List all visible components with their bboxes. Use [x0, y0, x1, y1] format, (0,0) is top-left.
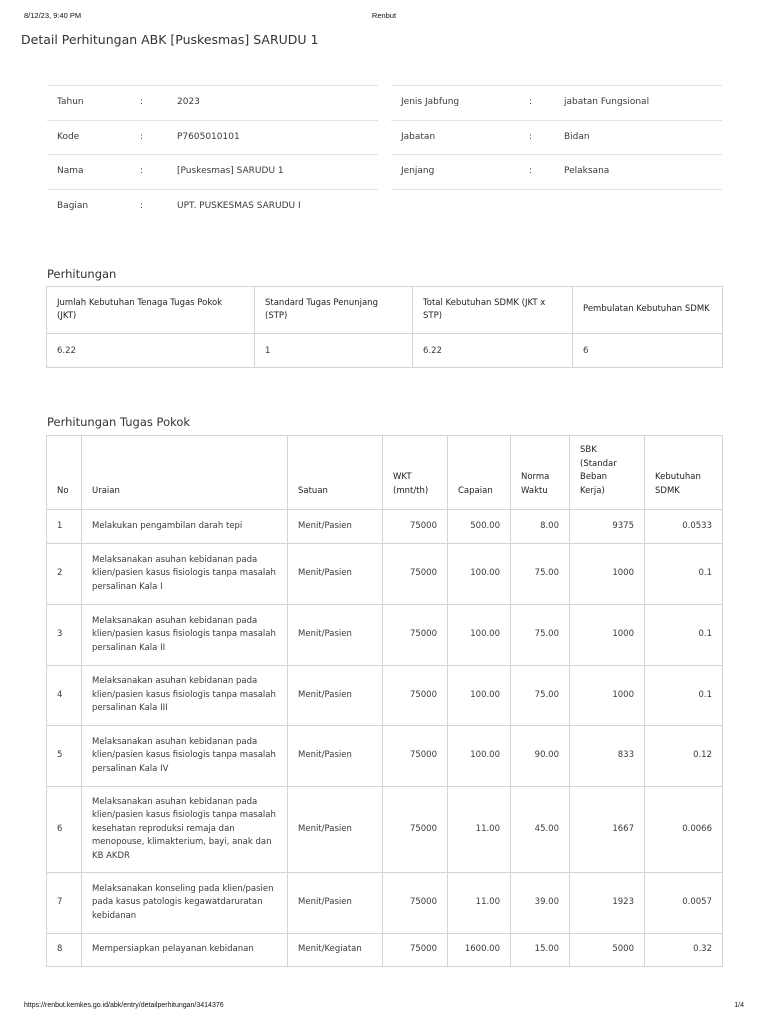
- info-label: Jenjang: [401, 166, 435, 177]
- info-label: Kode: [57, 131, 80, 142]
- cell-uraian: Melaksanakan asuhan kebidanan pada klien/pasien kasus fisiologis tanpa masalah persalinan Kala II: [82, 605, 288, 666]
- cell-norma-waktu: 90.00: [511, 726, 570, 787]
- cell-norma-waktu: 75.00: [511, 605, 570, 666]
- table-row: [47, 334, 723, 368]
- print-header: [0, 11, 768, 23]
- cell-no: 4: [47, 666, 82, 726]
- info-label: Nama: [57, 166, 84, 177]
- info-row-jenis-jabfung: [391, 85, 722, 120]
- cell-wkt: 75000: [383, 726, 448, 787]
- column-header-wkt: WKT (mnt/th): [383, 436, 448, 510]
- cell-no: 6: [47, 787, 82, 873]
- info-separator: :: [140, 131, 144, 142]
- info-value: UPT. PUSKESMAS SARUDU I: [177, 201, 301, 212]
- cell-uraian: Melaksanakan asuhan kebidanan pada klien/pasien kasus fisiologis tanpa masalah persalinan Kala I: [82, 544, 288, 605]
- table-row: [47, 787, 723, 873]
- cell-sbk: 1000: [570, 666, 645, 726]
- print-url: https://renbut.kemkes.go.id/abk/entry/detailperhitungan/3414376: [24, 1002, 224, 1009]
- print-title: Renbut: [371, 11, 397, 20]
- cell-norma-waktu: 45.00: [511, 787, 570, 873]
- cell-satuan: Menit/Pasien: [288, 873, 383, 934]
- cell-capaian: 100.00: [448, 726, 511, 787]
- cell-uraian: Melaksanakan asuhan kebidanan pada klien/pasien kasus fisiologis tanpa masalah persalinan Kala IV: [82, 726, 288, 787]
- cell-sbk: 1000: [570, 605, 645, 666]
- cell-sbk: 833: [570, 726, 645, 787]
- cell-kebutuhan-sdmk: 0.1: [645, 605, 723, 666]
- column-header: Standard Tugas Penunjang (STP): [255, 287, 413, 334]
- cell-kebutuhan-sdmk: 0.0066: [645, 787, 723, 873]
- column-header: Total Kebutuhan SDMK (JKT x STP): [413, 287, 573, 334]
- cell-no: 7: [47, 873, 82, 934]
- cell-capaian: 11.00: [448, 787, 511, 873]
- cell-wkt: 75000: [383, 934, 448, 967]
- cell-uraian: Melakukan pengambilan darah tepi: [82, 510, 288, 544]
- info-value: P7605010101: [177, 131, 240, 142]
- cell-satuan: Menit/Pasien: [288, 544, 383, 605]
- cell-no: 1: [47, 510, 82, 544]
- table-row: [47, 605, 723, 666]
- cell-norma-waktu: 75.00: [511, 544, 570, 605]
- info-separator: :: [529, 166, 533, 177]
- cell-capaian: 100.00: [448, 544, 511, 605]
- cell-capaian: 100.00: [448, 605, 511, 666]
- cell-norma-waktu: 39.00: [511, 873, 570, 934]
- print-page-number: 1/4: [734, 1002, 744, 1009]
- info-row-jabatan: [391, 120, 722, 155]
- cell-kebutuhan-sdmk: 0.12: [645, 726, 723, 787]
- cell-sbk: 9375: [570, 510, 645, 544]
- section-title-tugas-pokok: Perhitungan Tugas Pokok: [47, 415, 191, 429]
- column-header-kebutuhan-sdmk: Kebutuhan SDMK: [645, 436, 723, 510]
- cell-norma-waktu: 75.00: [511, 666, 570, 726]
- cell-wkt: 75000: [383, 605, 448, 666]
- page-title: Detail Perhitungan ABK [Puskesmas] SARUDU 1: [21, 32, 319, 47]
- table-row: [47, 934, 723, 967]
- perhitungan-table: [46, 286, 723, 368]
- info-row-tahun: [47, 85, 378, 120]
- info-label: Jabatan: [401, 131, 436, 142]
- cell-kebutuhan-sdmk: 0.32: [645, 934, 723, 967]
- cell-kebutuhan-sdmk: 0.0057: [645, 873, 723, 934]
- cell-satuan: Menit/Pasien: [288, 510, 383, 544]
- info-panel-left: [47, 85, 378, 224]
- column-header-sbk: SBK (Standar Beban Kerja): [570, 436, 645, 510]
- column-header-capaian: Capaian: [448, 436, 511, 510]
- cell-kebutuhan-sdmk: 0.1: [645, 666, 723, 726]
- section-title-perhitungan: Perhitungan: [47, 267, 117, 281]
- table-cell: 6.22: [47, 334, 255, 368]
- info-separator: :: [140, 166, 144, 177]
- info-row-bagian: [47, 189, 378, 224]
- column-header: Jumlah Kebutuhan Tenaga Tugas Pokok (JKT): [47, 287, 255, 334]
- table-cell: 1: [255, 334, 413, 368]
- cell-norma-waktu: 8.00: [511, 510, 570, 544]
- cell-no: 8: [47, 934, 82, 967]
- cell-uraian: Melaksanakan asuhan kebidanan pada klien/pasien kasus fisiologis tanpa masalah persalinan Kala III: [82, 666, 288, 726]
- print-datetime: 8/12/23, 9:40 PM: [24, 11, 82, 20]
- cell-sbk: 5000: [570, 934, 645, 967]
- cell-capaian: 100.00: [448, 666, 511, 726]
- info-label: Jenis Jabfung: [401, 97, 460, 107]
- table-row: [47, 510, 723, 544]
- cell-norma-waktu: 15.00: [511, 934, 570, 967]
- cell-satuan: Menit/Pasien: [288, 787, 383, 873]
- info-row-jenjang: [391, 154, 722, 190]
- cell-no: 3: [47, 605, 82, 666]
- table-header-row: [47, 436, 723, 510]
- info-separator: :: [529, 97, 533, 107]
- table-row: [47, 873, 723, 934]
- cell-uraian: Melaksanakan asuhan kebidanan pada klien/pasien kasus fisiologis tanpa masalah kesehatan reproduksi remaja dan menopouse, klimakterium, bayi, anak dan KB AKDR: [82, 787, 288, 873]
- cell-wkt: 75000: [383, 544, 448, 605]
- cell-kebutuhan-sdmk: 0.0533: [645, 510, 723, 544]
- table-cell: 6.22: [413, 334, 573, 368]
- cell-capaian: 11.00: [448, 873, 511, 934]
- cell-no: 2: [47, 544, 82, 605]
- info-label: Bagian: [57, 201, 89, 212]
- cell-wkt: 75000: [383, 510, 448, 544]
- cell-kebutuhan-sdmk: 0.1: [645, 544, 723, 605]
- cell-satuan: Menit/Pasien: [288, 605, 383, 666]
- table-header-row: [47, 287, 723, 334]
- column-header-norma-waktu: Norma Waktu: [511, 436, 570, 510]
- cell-wkt: 75000: [383, 873, 448, 934]
- cell-wkt: 75000: [383, 666, 448, 726]
- cell-wkt: 75000: [383, 787, 448, 873]
- table-row: [47, 726, 723, 787]
- info-value: [Puskesmas] SARUDU 1: [177, 166, 284, 177]
- column-header-no: No: [47, 436, 82, 510]
- table-row: [47, 666, 723, 726]
- info-value: Bidan: [564, 131, 590, 142]
- cell-sbk: 1923: [570, 873, 645, 934]
- info-panel-right: [391, 85, 722, 190]
- info-value: 2023: [177, 97, 200, 107]
- table-row: [47, 544, 723, 605]
- info-value: Pelaksana: [564, 166, 610, 177]
- cell-uraian: Mempersiapkan pelayanan kebidanan: [82, 934, 288, 967]
- info-row-kode: [47, 120, 378, 155]
- info-value: jabatan Fungsional: [564, 97, 650, 107]
- cell-uraian: Melaksanakan konseling pada klien/pasien pada kasus patologis kegawatdaruratan kebidanan: [82, 873, 288, 934]
- info-separator: :: [140, 97, 144, 107]
- cell-no: 5: [47, 726, 82, 787]
- column-header-satuan: Satuan: [288, 436, 383, 510]
- cell-capaian: 1600.00: [448, 934, 511, 967]
- cell-satuan: Menit/Kegiatan: [288, 934, 383, 967]
- info-separator: :: [529, 131, 533, 142]
- info-label: Tahun: [57, 97, 84, 107]
- cell-sbk: 1667: [570, 787, 645, 873]
- table-cell: 6: [573, 334, 723, 368]
- cell-satuan: Menit/Pasien: [288, 726, 383, 787]
- cell-satuan: Menit/Pasien: [288, 666, 383, 726]
- cell-capaian: 500.00: [448, 510, 511, 544]
- tugas-pokok-table: [46, 435, 723, 967]
- column-header: Pembulatan Kebutuhan SDMK: [573, 287, 723, 334]
- info-row-nama: [47, 154, 378, 189]
- info-separator: :: [140, 201, 144, 212]
- cell-sbk: 1000: [570, 544, 645, 605]
- column-header-uraian: Uraian: [82, 436, 288, 510]
